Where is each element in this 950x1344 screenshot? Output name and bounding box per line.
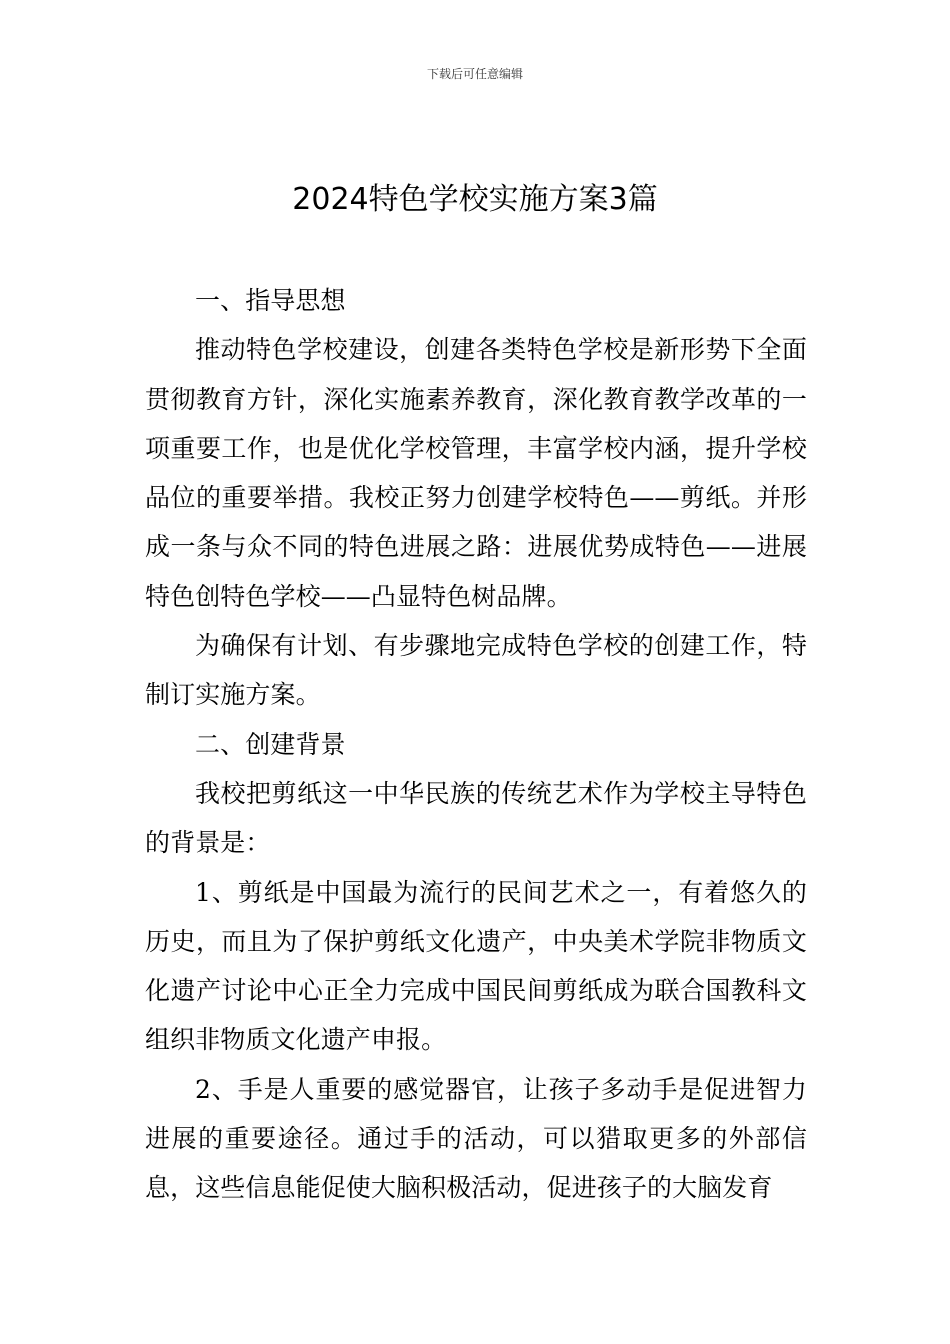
section-heading-guiding-ideology: 一、指导思想 [195, 286, 346, 315]
body-paragraph: 为确保有计划、有步骤地完成特色学校的创建工作，特制订实施方案。 [145, 631, 807, 710]
body-paragraph: 推动特色学校建设，创建各类特色学校是新形势下全面贯彻教育方针，深化实施素养教育，深化教育教学改革的一项重要工作，也是优化学校管理，丰富学校内涵，提升学校品位的重要举措。我校正努力创建学校特色——剪纸。并形成一条与众不同的特色进展之路：进展优势成特色——进展特色创特色学校——凸显特色树品牌。 [145, 335, 807, 611]
document-title: 2024特色学校实施方案3篇 [292, 182, 658, 217]
section-heading-background: 二、创建背景 [195, 729, 346, 759]
list-item-paragraph: 2、手是人重要的感觉器官，让孩子多动手是促进智力进展的重要途径。通过手的活动，可以猎取更多的外部信息，这些信息能促使大脑积极活动，促进孩子的大脑发育 [145, 1074, 807, 1203]
header-note: 下载后可任意编辑 [426, 67, 523, 81]
list-item-paragraph: 1、剪纸是中国最为流行的民间艺术之一，有着悠久的历史，而且为了保护剪纸文化遗产，中央美术学院非物质文化遗产讨论中心正全力完成中国民间剪纸成为联合国教科文组织非物质文化遗产申报。 [145, 877, 807, 1055]
body-paragraph: 我校把剪纸这一中华民族的传统艺术作为学校主导特色的背景是： [145, 778, 807, 858]
document-body [145, 276, 807, 1213]
